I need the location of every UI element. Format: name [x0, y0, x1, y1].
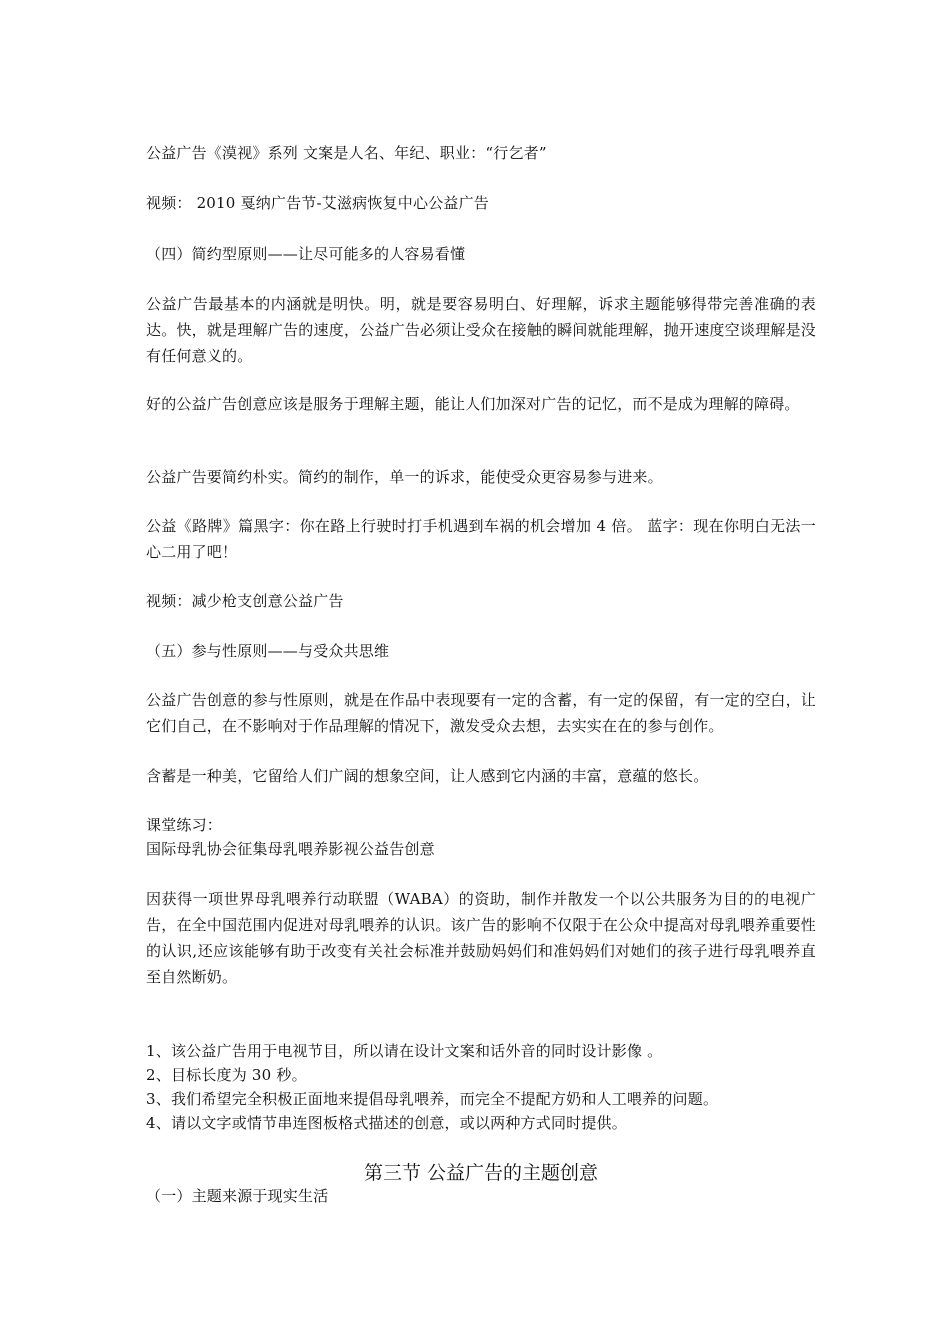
list-item: 4、请以文字或情节串连图板格式描述的创意，或以两种方式同时提供。 [146, 1114, 627, 1132]
subsection-title: （一）主题来源于现实生活 [146, 1187, 329, 1205]
exercise-title: 国际母乳协会征集母乳喂养影视公益告创意 [146, 840, 435, 858]
heading-simplicity-principle: （四）简约型原则——让尽可能多的人容易看懂 [146, 245, 466, 263]
list-item: 1、该公益广告用于电视节目，所以请在设计文案和话外音的同时设计影像 。 [146, 1042, 663, 1060]
paragraph-waba: 因获得一项世界母乳喂养行动联盟（WABA）的资助，制作并散发一个以公共服务为目的的电视广告，在全中国范围内促进对母乳喂养的认识。该广告的影响不仅限于在公众中提高对母乳喂养重要性的认识,还应该能够有助于改变有关社会标准并鼓励妈妈们和准妈妈们对她们的孩子进行母乳喂养直至自然断奶。 [146, 890, 816, 986]
paragraph-subtlety: 含蓄是一种美，它留给人们广阔的想象空间，让人感到它内涵的丰富，意蕴的悠长。 [146, 767, 709, 785]
paragraph-participation: 公益广告创意的参与性原则，就是在作品中表现要有一定的含蓄，有一定的保留，有一定的空白，让它们自己，在不影响对于作品理解的情况下，激发受众去想，去实实在在的参与创作。 [146, 691, 816, 735]
paragraph-good-creative: 好的公益广告创意应该是服务于理解主题，能让人们加深对广告的记忆，而不是成为理解的障碍。 [146, 395, 800, 413]
section-title: 第三节 公益广告的主题创意 [363, 1162, 599, 1184]
paragraph-simple-plain: 公益广告要简约朴实。简约的制作，单一的诉求，能使受众更容易参与进来。 [146, 468, 663, 486]
heading-participation-principle: （五）参与性原则——与受众共思维 [146, 642, 390, 660]
paragraph-clarity: 公益广告最基本的内涵就是明快。明，就是要容易明白、好理解，诉求主题能够得带完善准确的表达。快，就是理解广告的速度，公益广告必须让受众在接触的瞬间就能理解，抛开速度空谈理解是没有任何意义的。 [146, 295, 816, 365]
list-item: 2、目标长度为 30 秒。 [146, 1066, 307, 1084]
paragraph-video-cannes: 视频： 2010 戛纳广告节-艾滋病恢复中心公益广告 [146, 194, 489, 212]
exercise-label: 课堂练习： [146, 816, 223, 834]
paragraph-video-guns: 视频：减少枪支创意公益广告 [146, 592, 344, 610]
paragraph-moshi-series: 公益广告《漠视》系列 文案是人名、年纪、职业：“行乞者” [146, 144, 547, 162]
list-item: 3、我们希望完全积极正面地来提倡母乳喂养，而完全不提配方奶和人工喂养的问题。 [146, 1090, 719, 1108]
paragraph-road-sign: 公益《路牌》篇黑字：你在路上行驶时打手机遇到车祸的机会增加 4 倍。 蓝字：现在你明白无法一心二用了吧！ [146, 517, 816, 561]
